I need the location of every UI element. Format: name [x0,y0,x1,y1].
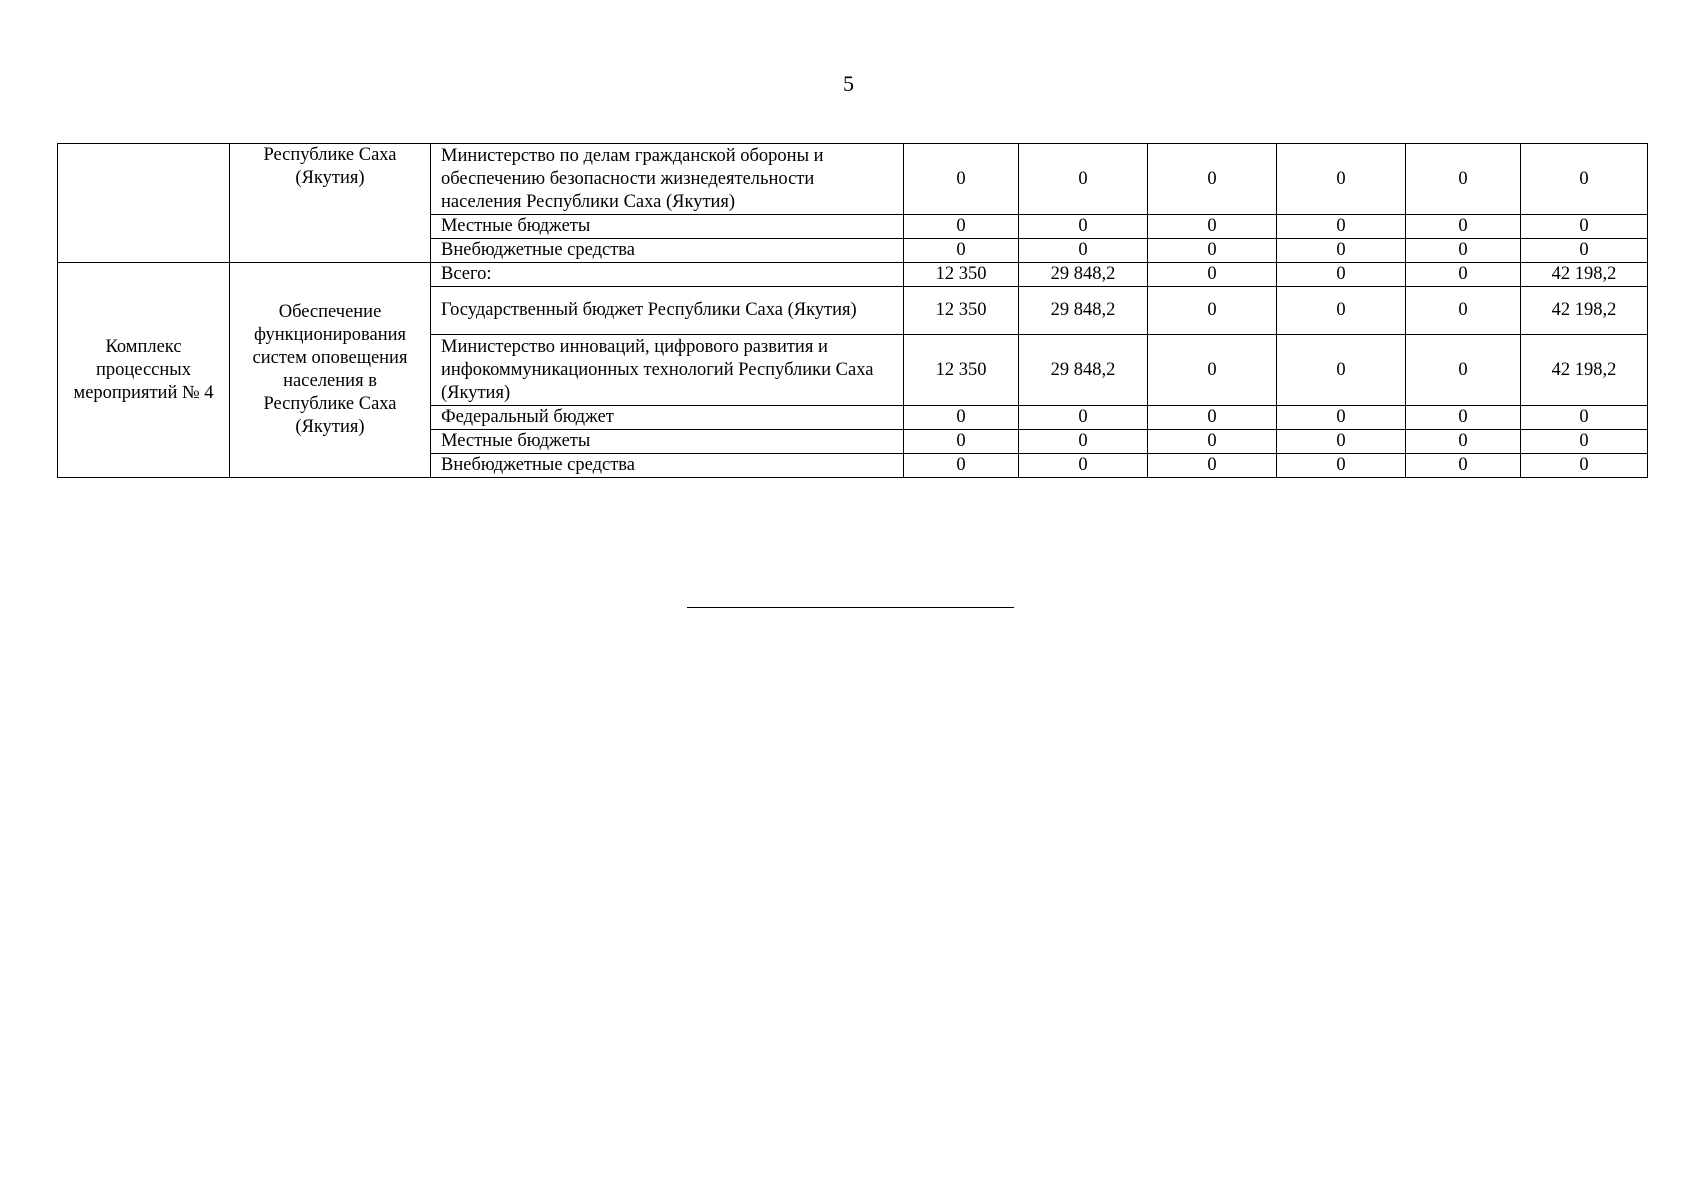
value-cell: 12 350 [904,287,1019,335]
value-cell: 0 [1277,430,1406,454]
value-cell: 0 [1521,215,1648,239]
value-cell: 0 [904,430,1019,454]
funding-table [57,143,1648,478]
page-number: 5 [843,71,854,96]
value-cell: 0 [1019,239,1148,263]
value-cell: 0 [1406,335,1521,406]
complex-cell-empty [58,144,230,263]
source-cell: Внебюджетные средства [431,454,904,478]
source-cell: Местные бюджеты [431,215,904,239]
value-cell: 0 [1277,335,1406,406]
value-cell: 0 [1148,263,1277,287]
value-cell: 0 [1277,287,1406,335]
value-cell: 0 [904,239,1019,263]
value-cell: 0 [904,144,1019,215]
value-cell: 0 [1148,406,1277,430]
value-cell: 0 [904,215,1019,239]
value-cell: 0 [1277,263,1406,287]
value-cell: 0 [1521,406,1648,430]
value-cell: 0 [1277,215,1406,239]
value-cell: 0 [1406,263,1521,287]
end-divider-line [687,607,1014,608]
source-cell: Государственный бюджет Республики Саха (Якутия) [431,287,904,335]
source-cell: Министерство по делам гражданской обороны и обеспечению безопасности жизнедеятельности населения Республики Саха (Якутия) [431,144,904,215]
table-row [58,263,1648,287]
value-cell: 0 [1148,287,1277,335]
value-cell: 0 [1406,215,1521,239]
value-cell: 0 [1406,406,1521,430]
source-cell: Внебюджетные средства [431,239,904,263]
table-row [58,144,1648,215]
complex-cell: Комплекс процессных мероприятий № 4 [58,263,230,478]
value-cell: 0 [1019,215,1148,239]
value-cell: 0 [1019,144,1148,215]
value-cell: 0 [1406,287,1521,335]
responsible-cell: Республике Саха (Якутия) [230,144,431,263]
value-cell: 0 [1406,454,1521,478]
value-cell: 12 350 [904,263,1019,287]
value-cell: 0 [1277,454,1406,478]
value-cell: 0 [1277,239,1406,263]
value-cell: 29 848,2 [1019,263,1148,287]
value-cell: 0 [1406,144,1521,215]
value-cell: 0 [1521,239,1648,263]
value-cell: 0 [1406,239,1521,263]
value-cell: 0 [1277,406,1406,430]
value-cell: 0 [1148,430,1277,454]
value-cell: 42 198,2 [1521,263,1648,287]
value-cell: 0 [1019,454,1148,478]
value-cell: 0 [1148,335,1277,406]
value-cell: 0 [1277,144,1406,215]
source-cell: Федеральный бюджет [431,406,904,430]
value-cell: 12 350 [904,335,1019,406]
value-cell: 0 [1148,239,1277,263]
value-cell: 0 [1019,406,1148,430]
value-cell: 0 [1521,144,1648,215]
value-cell: 0 [904,454,1019,478]
source-cell: Всего: [431,263,904,287]
activity-name-cell: Обеспечение функционирования систем оповещения населения в Республике Саха (Якутия) [230,263,431,478]
value-cell: 0 [904,406,1019,430]
value-cell: 29 848,2 [1019,287,1148,335]
source-cell: Местные бюджеты [431,430,904,454]
value-cell: 0 [1148,454,1277,478]
source-cell: Министерство инноваций, цифрового развития и инфокоммуникационных технологий Республики Саха (Якутия) [431,335,904,406]
value-cell: 0 [1521,430,1648,454]
value-cell: 29 848,2 [1019,335,1148,406]
value-cell: 0 [1406,430,1521,454]
value-cell: 42 198,2 [1521,335,1648,406]
value-cell: 0 [1019,430,1148,454]
value-cell: 42 198,2 [1521,287,1648,335]
value-cell: 0 [1148,144,1277,215]
value-cell: 0 [1148,215,1277,239]
value-cell: 0 [1521,454,1648,478]
